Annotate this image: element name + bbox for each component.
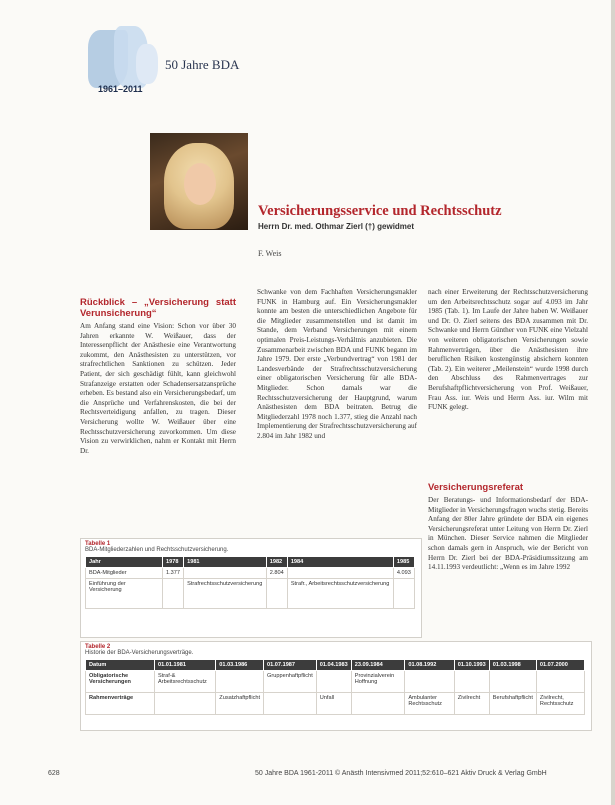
table-cell: Zivilrecht, Rechtsschutz — [536, 693, 584, 715]
table-cell: Berufshaftpflicht — [489, 693, 536, 715]
table-cell: Ambulanter Rechtsschutz — [405, 693, 454, 715]
table-row — [86, 693, 585, 715]
footer-citation: 50 Jahre BDA 1961-2011 © Anästh Intensivmed 2011;52:610–621 Aktiv Druck & Verlag GmbH — [255, 770, 547, 777]
table-cell: Unfall — [316, 693, 351, 715]
column-3-lower — [428, 496, 588, 573]
table-1 — [85, 556, 415, 609]
table-1-header: 1985 — [393, 557, 414, 568]
table-1-subtitle: BDA-Mitgliederzahlen und Rechtsschutzversicherung. — [85, 547, 229, 553]
table-2-header: 01.10.1993 — [454, 660, 489, 671]
column-3-heading-wrap — [428, 482, 588, 496]
table-cell — [155, 693, 216, 715]
table-cell: Zusatzhaftpflicht — [216, 693, 264, 715]
table-1-caption: Tabelle 1 — [85, 541, 111, 547]
table-cell: 4.093 — [393, 568, 414, 579]
section-heading-rueckblick: Rückblick – „Versicherung statt Verunsicherung“ — [80, 297, 236, 319]
paragraph-column-2: Schwanke von dem Fachhaften Versicherungsmakler FUNK in Hamburg auf. Ein Versicherungsmakler konnte am besten die unterschiedlichen Angebote für die Mitglieder zusammenstellen und ist damit im Stande, dem Verband Versicherungen mit einem optimalen Preis-Leistungs-Verhältnis anzubieten. Die Zusammenarbeit zwischen BDA und FUNK begann im Jahre 1979. Der erste „Verbundvertrag“ von 1981 der Landesverbände der Strafrechtsschutzversicherung einer obligatorischen Versicherung für alle BDA-Mitglieder. Schon damals war die Rechtsschutzversicherung der Hauptgrund, warum Anästhesisten dem BDA beitraten. Betrug die Mitgliederzahl 1978 noch 1.377, stieg die Anzahl nach Implementierung der Strafrechtsschutzversicherung auf 2.804 im Jahr 1982 und — [257, 288, 417, 440]
table-cell: Zivilrecht — [454, 693, 489, 715]
table-cell: Obligatorische Versicherungen — [86, 671, 155, 693]
table-cell: Einführung der Versicherung — [86, 579, 163, 609]
table-cell — [536, 671, 584, 693]
page-number: 628 — [48, 770, 60, 777]
table-row — [86, 671, 585, 693]
table-1-header: 1984 — [287, 557, 393, 568]
table-2-box — [80, 641, 592, 731]
article-dedication: Herrn Dr. med. Othmar Zierl (†) gewidmet — [258, 222, 415, 231]
table-row — [86, 579, 415, 609]
page-edge-shadow — [611, 0, 615, 805]
table-2-header: 01.08.1992 — [405, 660, 454, 671]
series-title: 50 Jahre BDA — [165, 57, 240, 72]
table-2 — [85, 659, 585, 715]
table-2-header: 01.07.2000 — [536, 660, 584, 671]
table-2-header-row — [86, 660, 585, 671]
column-2 — [257, 288, 417, 442]
table-cell — [489, 671, 536, 693]
table-cell: Straf-& Arbeitsrechtsschutz — [155, 671, 216, 693]
table-cell — [351, 693, 405, 715]
table-2-header: 01.01.1981 — [155, 660, 216, 671]
table-cell — [287, 568, 393, 579]
table-1-header: Jahr — [86, 557, 163, 568]
table-2-subtitle: Historie der BDA-Versicherungsverträge. — [85, 650, 194, 656]
table-cell — [405, 671, 454, 693]
table-cell: BDA-Mitglieder — [86, 568, 163, 579]
table-1-header-row — [86, 557, 415, 568]
table-cell — [393, 579, 414, 609]
column-3 — [428, 288, 588, 413]
table-cell: Gruppenhaftpflicht — [264, 671, 317, 693]
table-cell: Strafr., Arbeitsrechtsschutzversicherung — [287, 579, 393, 609]
article-author: F. Weis — [258, 249, 282, 258]
table-cell — [184, 568, 267, 579]
paragraph-column-3: nach einer Erweiterung der Rechtsschutzversicherung um den Arbeitsrechtsschutz sogar auf 4.093 im Jahr 1985 (Tab. 1). Im Laufe der Jahre haben W. Weißauer und Dr. O. Zierl seitens des BDA zusammen mit Dr. Schwanke und Herrn Günther von FUNK eine Vielzahl von weiteren obligatorischen Versicherungen sowie Rahmenverträgen, über die Anästhesisten ihre beruflichen Risiken kostengünstig absichern konnten (Tab. 2). Ein weiterer „Meilenstein“ wurde 1998 durch den Abschluss des Rahmenvertrages zur Berufshaftpflichtversicherung von Prof. Weißauer, Frau Ass. iur. Weis und Herrn Ass. iur. Wilm mit FUNK gelegt. — [428, 288, 588, 412]
table-1-header: 1982 — [266, 557, 287, 568]
article-title: Versicherungsservice und Rechtsschutz — [258, 203, 502, 219]
table-1-header: 1978 — [163, 557, 184, 568]
table-1-header: 1981 — [184, 557, 267, 568]
table-cell — [454, 671, 489, 693]
table-1-box — [80, 538, 422, 638]
table-2-header: 01.04.1983 — [316, 660, 351, 671]
table-cell — [266, 579, 287, 609]
table-cell: 2.804 — [266, 568, 287, 579]
table-2-caption: Tabelle 2 — [85, 644, 111, 650]
table-cell — [163, 579, 184, 609]
table-2-header: 01.07.1987 — [264, 660, 317, 671]
table-2-header: 01.03.1986 — [216, 660, 264, 671]
table-2-header: Datum — [86, 660, 155, 671]
section-heading-versicherungsreferat: Versicherungsreferat — [428, 482, 524, 493]
table-cell: Rahmenverträge — [86, 693, 155, 715]
bda-anniversary-logo — [84, 24, 162, 94]
logo-years: 1961–2011 — [98, 84, 143, 94]
table-cell — [264, 693, 317, 715]
table-2-header: 23.09.1984 — [351, 660, 405, 671]
table-cell: Provinzialverein Hoffnung — [351, 671, 405, 693]
table-cell: 1.377 — [163, 568, 184, 579]
column-1 — [80, 297, 236, 456]
table-row — [86, 568, 415, 579]
table-cell — [316, 671, 351, 693]
paragraph-rueckblick: Am Anfang stand eine Vision: Schon vor über 30 Jahren erkannte W. Weißauer, dass der Interessenpflicht der Anästhesie eine Verantwortung zukommt, den Anästhesisten zu unterstützen, vor strafrechtlichen Sanktionen zu schützen. Jeder Patient, der sich geschädigt fühlt, kann gleichwohl Strafanzeige erstatten oder Schadensersatzansprüche erheben. Es bestand also ein Versicherungsbedarf, um die Ansprüche und Verfahrenskosten, die bei der Rechtsverteidigung anfallen, zu tragen. Dieser Versicherung wollte W. Weißauer über eine Rechtsschutzversicherung zuvorkommen. Um diese Vision zu verwirklichen, nahm er Kontakt mit Herrn Dr. — [80, 322, 236, 455]
table-cell: Strafrechtsschutzversicherung — [184, 579, 267, 609]
paragraph-versicherungsreferat: Der Beratungs- und Informationsbedarf der BDA-Mitglieder in Versicherungsfragen wuchs stetig. Bereits Anfang der 80er Jahre gründete der BDA ein eigenes Versicherungsreferat unter Leitung von Herrn Dr. Zierl in München. Dieser Service nahmen die Mitglieder schon damals gern in Anspruch, wie der Bericht von Herrn Dr. Zierl bei der BDA-Präsidiumssitzung am 14.11.1993 verdeutlicht: „Wenn es im Jahre 1992 — [428, 496, 588, 572]
author-portrait-photo — [150, 133, 248, 230]
table-2-header: 01.03.1998 — [489, 660, 536, 671]
table-cell — [216, 671, 264, 693]
